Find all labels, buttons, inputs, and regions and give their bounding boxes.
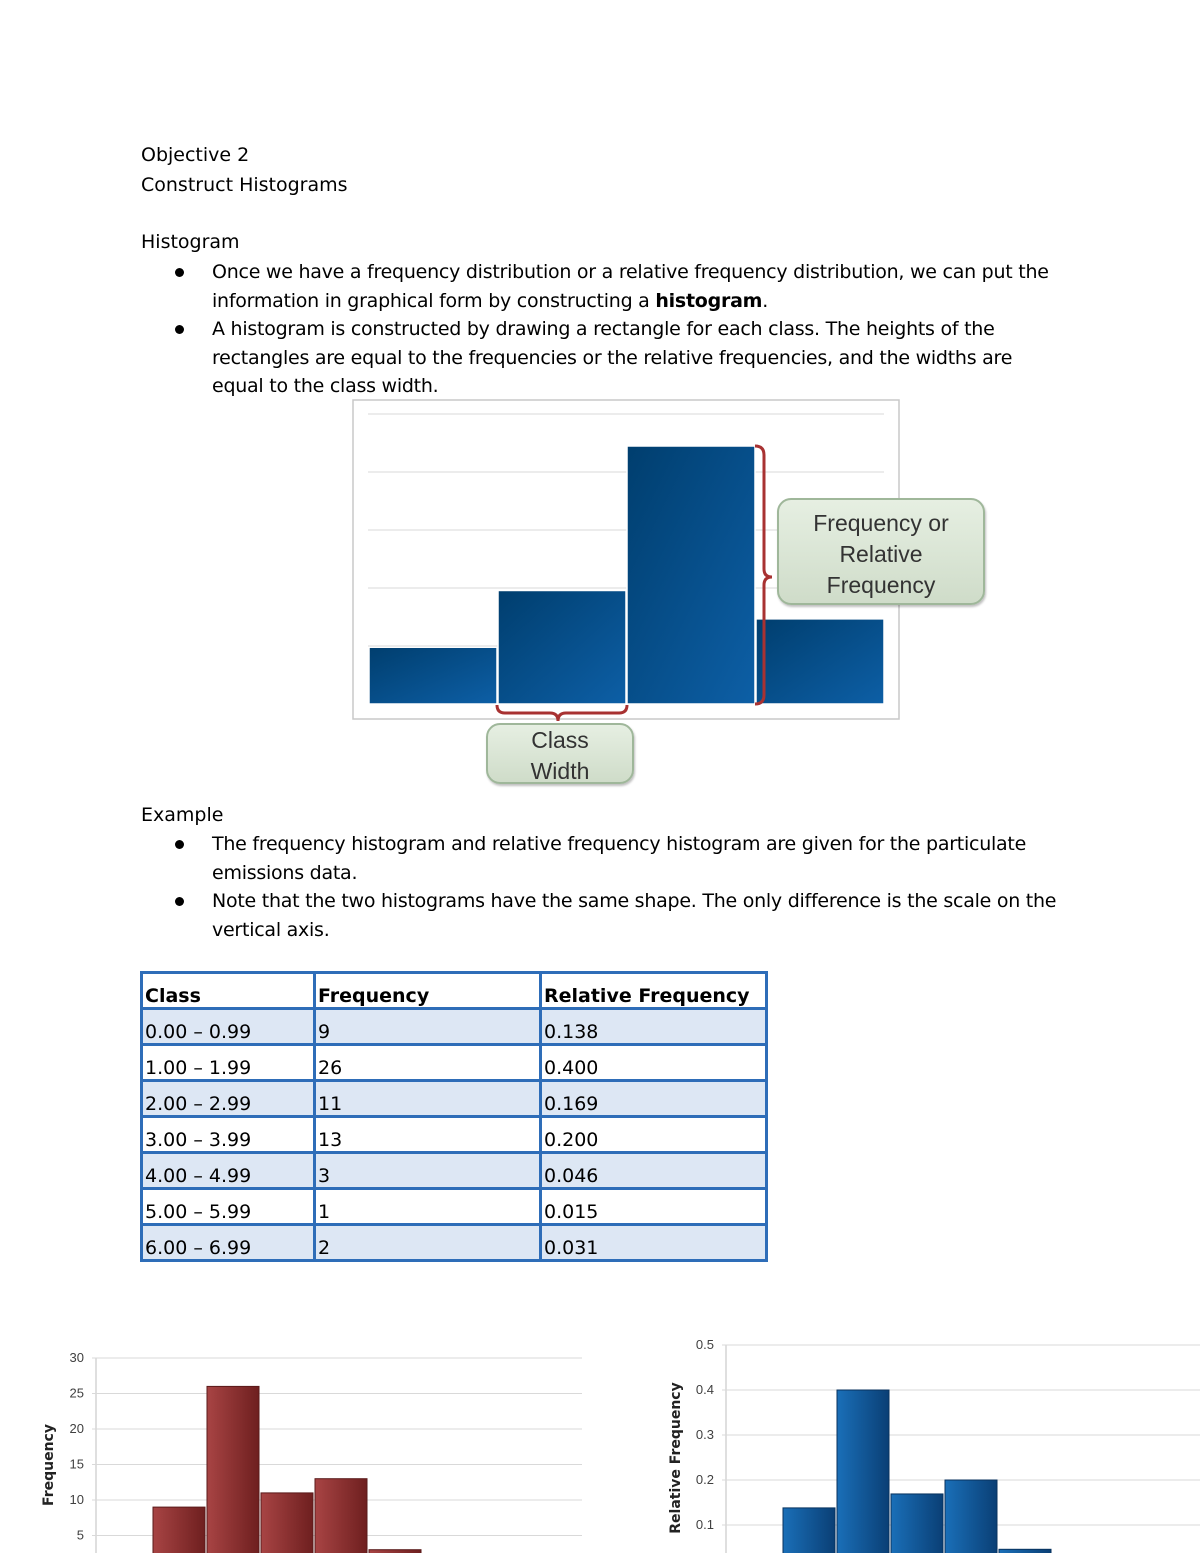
histogram-bar	[261, 1493, 313, 1553]
y-tick-label: 20	[69, 1421, 84, 1436]
y-tick-label: 0.3	[695, 1427, 714, 1442]
bullet-text: Once we have a frequency distribution or a relative frequency distribution, we can put the information in graphical form by constructing a	[212, 261, 1049, 312]
diagram-bar	[627, 446, 755, 704]
table-row	[142, 1117, 767, 1153]
y-tick-label: 30	[69, 1350, 84, 1365]
histogram-bullets	[141, 258, 1061, 401]
objective-subtitle: Construct Histograms	[141, 174, 348, 196]
callout-frequency	[777, 498, 985, 605]
y-tick-label: 0.4	[695, 1382, 714, 1397]
histogram-bar	[207, 1386, 259, 1553]
bold-term: histogram	[655, 289, 763, 312]
callout-frequency-line2: Relative	[839, 541, 923, 567]
diagram-bar	[756, 619, 884, 704]
table-row	[142, 1153, 767, 1189]
frequency-histogram	[0, 1330, 600, 1553]
callout-width-line1: Class	[531, 727, 589, 753]
histogram-heading: Histogram	[141, 231, 240, 253]
relfreq-cell: 0.031	[541, 1225, 767, 1261]
relfreq-cell: 0.400	[541, 1045, 767, 1081]
frequency-table	[140, 971, 768, 1262]
y-tick-label: 15	[69, 1456, 84, 1472]
class-cell: 4.00 – 4.99	[142, 1153, 315, 1189]
objective-title: Objective 2	[141, 144, 250, 166]
diagram-bar	[498, 590, 626, 704]
relfreq-cell: 0.138	[541, 1009, 767, 1045]
histogram-bar	[783, 1508, 835, 1553]
example-bullets	[141, 830, 1061, 944]
example-bullet-1: The frequency histogram and relative frequency histogram are given for the particulate emissions data.	[141, 830, 1061, 887]
frequency-cell: 3	[315, 1153, 541, 1189]
class-cell: 1.00 – 1.99	[142, 1045, 315, 1081]
y-tick-label: 0.5	[695, 1337, 714, 1352]
example-heading: Example	[141, 804, 224, 826]
histogram-bar	[891, 1494, 943, 1553]
table-row	[142, 1189, 767, 1225]
table-row	[142, 1225, 767, 1261]
y-tick-label: 0.2	[695, 1472, 714, 1487]
histogram-bullet-2: A histogram is constructed by drawing a rectangle for each class. The heights of the rectangles are equal to the frequencies or the relative frequencies, and the widths are equal to the class width.	[141, 315, 1061, 401]
header-class: Class	[142, 973, 315, 1009]
class-cell: 5.00 – 5.99	[142, 1189, 315, 1225]
class-cell: 0.00 – 0.99	[142, 1009, 315, 1045]
table-row	[142, 1081, 767, 1117]
relfreq-cell: 0.200	[541, 1117, 767, 1153]
diagram-bar	[369, 647, 497, 704]
frequency-cell: 26	[315, 1045, 541, 1081]
y-tick-label: 10	[69, 1492, 84, 1507]
frequency-cell: 9	[315, 1009, 541, 1045]
histogram-bar	[999, 1549, 1051, 1553]
header-frequency: Frequency	[315, 973, 541, 1009]
class-cell: 6.00 – 6.99	[142, 1225, 315, 1261]
histogram-diagram	[352, 399, 992, 794]
callout-width-line2: Width	[530, 758, 590, 784]
y-tick-label: 0.1	[695, 1517, 714, 1532]
histogram-bullet-1	[141, 258, 1061, 315]
y-tick-label: 5	[76, 1527, 84, 1543]
frequency-cell: 13	[315, 1117, 541, 1153]
callout-class-width	[486, 723, 634, 784]
y-tick-label: 25	[69, 1385, 84, 1401]
table-row	[142, 1009, 767, 1045]
histogram-bar	[315, 1479, 367, 1553]
frequency-cell: 11	[315, 1081, 541, 1117]
class-cell: 3.00 – 3.99	[142, 1117, 315, 1153]
table-header-row	[142, 973, 767, 1009]
relfreq-cell: 0.169	[541, 1081, 767, 1117]
header-relative-frequency: Relative Frequency	[541, 973, 767, 1009]
frequency-cell: 2	[315, 1225, 541, 1261]
class-cell: 2.00 – 2.99	[142, 1081, 315, 1117]
callout-frequency-line3: Frequency	[826, 572, 936, 598]
histogram-bar	[153, 1507, 205, 1553]
bullet-text-end: .	[762, 289, 768, 312]
y-axis-label: Relative Frequency	[668, 1382, 684, 1534]
callout-frequency-line1: Frequency or	[813, 510, 949, 536]
table-row	[142, 1045, 767, 1081]
relfreq-cell: 0.015	[541, 1189, 767, 1225]
histogram-bar	[945, 1480, 997, 1553]
histogram-bar	[837, 1390, 889, 1553]
frequency-cell: 1	[315, 1189, 541, 1225]
example-bullet-2: Note that the two histograms have the same shape. The only difference is the scale on the vertical axis.	[141, 887, 1061, 944]
relative-frequency-histogram	[600, 1330, 1200, 1553]
y-axis-label: Frequency	[41, 1424, 57, 1506]
relfreq-cell: 0.046	[541, 1153, 767, 1189]
